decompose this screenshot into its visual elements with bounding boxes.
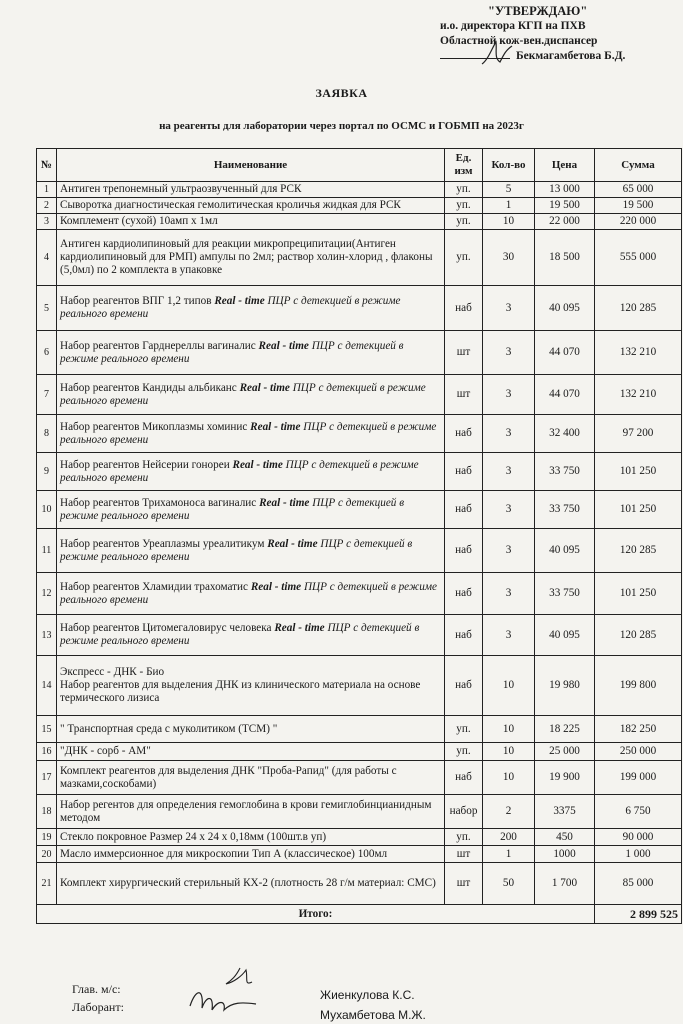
cell-qty: 1: [483, 198, 535, 214]
cell-name: [57, 453, 445, 491]
table-row: [37, 615, 682, 656]
director-signature-icon: [478, 40, 518, 68]
cell-num: 19: [37, 829, 57, 846]
cell-name: [57, 286, 445, 331]
cell-qty: 30: [483, 230, 535, 286]
cell-name-text: Набор реагентов Кандиды альбиканс: [60, 381, 237, 394]
table-row: [37, 795, 682, 829]
cell-name-realtime: Real - time: [259, 496, 310, 509]
cell-sum: 65 000: [595, 182, 682, 198]
cell-name: Комплект хирургический стерильный КХ-2 (плотность 28 г/м материал: СМС): [57, 863, 445, 905]
cell-sum: 120 285: [595, 529, 682, 573]
cell-qty: 3: [483, 375, 535, 415]
cell-unit: наб: [445, 415, 483, 453]
cell-price: 32 400: [535, 415, 595, 453]
cell-unit: уп.: [445, 214, 483, 230]
cell-price: 19 980: [535, 656, 595, 716]
cell-num: 3: [37, 214, 57, 230]
cell-price: 18 225: [535, 716, 595, 743]
table-row: [37, 863, 682, 905]
table-body: [37, 182, 682, 924]
cell-num: 11: [37, 529, 57, 573]
cell-price: 19 900: [535, 761, 595, 795]
cell-name-detection: ПЦР с детекцией в режиме реального времени: [60, 537, 413, 563]
cell-name: Набор регентов для определения гемоглобина в крови гемиглобинцианидным методом: [57, 795, 445, 829]
document-subtitle: на реагенты для лаборатории через портал по ОСМС и ГОБМП на 2023г: [159, 120, 524, 132]
cell-unit: уп.: [445, 182, 483, 198]
approval-line-2: Областной кож-вен.диспансер: [440, 35, 598, 47]
cell-name-realtime: Real - time: [250, 420, 301, 433]
cell-num: 16: [37, 743, 57, 761]
cell-sum: 6 750: [595, 795, 682, 829]
reagents-table: [36, 148, 682, 924]
cell-price: 33 750: [535, 491, 595, 529]
cell-qty: 5: [483, 182, 535, 198]
total-row: [37, 905, 682, 924]
cell-num: 7: [37, 375, 57, 415]
cell-name: [57, 491, 445, 529]
total-value: 2 899 525: [595, 905, 682, 924]
header-unit: Ед. изм: [445, 149, 483, 182]
table-row: [37, 829, 682, 846]
table-row: [37, 415, 682, 453]
cell-name-text: Набор реагентов ВПГ 1,2 типов: [60, 295, 212, 307]
cell-name-realtime: Real - time: [250, 580, 302, 593]
cell-sum: 1 000: [595, 846, 682, 863]
approval-block: [440, 4, 680, 64]
cell-name-realtime: Real - time: [239, 381, 290, 394]
cell-qty: 50: [483, 863, 535, 905]
cell-sum: 120 285: [595, 615, 682, 656]
lab-assistant-label: Лаборант:: [72, 1000, 124, 1014]
cell-name-text: Набор реагентов Микоплазмы хоминис: [60, 420, 248, 433]
cell-unit: наб: [445, 453, 483, 491]
cell-name-text: Набор реагентов Уреаплазмы уреалитикум: [60, 537, 265, 550]
cell-name: [57, 573, 445, 615]
cell-name: [57, 415, 445, 453]
cell-name: "ДНК - сорб - АМ": [57, 743, 445, 761]
cell-name-realtime: Real - time: [258, 339, 309, 352]
cell-price: 44 070: [535, 331, 595, 375]
cell-qty: 10: [483, 716, 535, 743]
table-row: [37, 182, 682, 198]
cell-unit: шт: [445, 863, 483, 905]
header-sum: Сумма: [595, 149, 682, 182]
cell-sum: 101 250: [595, 491, 682, 529]
cell-unit: шт: [445, 375, 483, 415]
cell-name: Антиген трепонемный ультраозвученный для РСК: [57, 182, 445, 198]
table-row: [37, 846, 682, 863]
cell-num: 1: [37, 182, 57, 198]
cell-price: 33 750: [535, 453, 595, 491]
cell-name-text: Набор реагентов Цитомегаловирус человека: [60, 622, 272, 634]
cell-name: [57, 331, 445, 375]
cell-num: 2: [37, 198, 57, 214]
cell-name-detection: ПЦР с детекцией в режиме реального времени: [60, 295, 401, 320]
cell-price: 44 070: [535, 375, 595, 415]
cell-qty: 200: [483, 829, 535, 846]
approval-line-3: Бекмагамбетова Б.Д.: [516, 50, 626, 62]
cell-sum: 101 250: [595, 573, 682, 615]
cell-num: 6: [37, 331, 57, 375]
table-row: [37, 529, 682, 573]
cell-num: 14: [37, 656, 57, 716]
cell-num: 15: [37, 716, 57, 743]
cell-unit: наб: [445, 656, 483, 716]
cell-sum: 97 200: [595, 415, 682, 453]
cell-price: 40 095: [535, 529, 595, 573]
cell-num: 18: [37, 795, 57, 829]
cell-sum: 132 210: [595, 331, 682, 375]
cell-qty: 10: [483, 656, 535, 716]
cell-qty: 3: [483, 415, 535, 453]
cell-price: 25 000: [535, 743, 595, 761]
table-row: [37, 491, 682, 529]
cell-name: Экспресс - ДНК - Био Набор реагентов для выделения ДНК из клинического материала на основе термического лизиса: [57, 656, 445, 716]
cell-qty: 10: [483, 761, 535, 795]
cell-sum: 132 210: [595, 375, 682, 415]
cell-price: 18 500: [535, 230, 595, 286]
cell-price: 40 095: [535, 615, 595, 656]
cell-price: 33 750: [535, 573, 595, 615]
cell-num: 5: [37, 286, 57, 331]
cell-price: 13 000: [535, 182, 595, 198]
table-row: [37, 286, 682, 331]
cell-unit: набор: [445, 795, 483, 829]
cell-num: 9: [37, 453, 57, 491]
table-row: [37, 743, 682, 761]
cell-name-realtime: Real - time: [232, 458, 283, 471]
cell-sum: 199 000: [595, 761, 682, 795]
table-row: [37, 453, 682, 491]
cell-num: 4: [37, 230, 57, 286]
table-row: [37, 761, 682, 795]
cell-sum: 120 285: [595, 286, 682, 331]
cell-sum: 19 500: [595, 198, 682, 214]
cell-name-detection: ПЦР с детекцией в режиме реального времени: [60, 580, 437, 606]
cell-name: [57, 375, 445, 415]
cell-unit: уп.: [445, 716, 483, 743]
table-row: [37, 656, 682, 716]
cell-name: Антиген кардиолипиновый для реакции микропреципитации(Антиген кардиолипиновый для РМП) ампулы по 2мл; раствор холин-хлорид , флаконы (5,0мл) по 2 комплекта в упаковке: [57, 230, 445, 286]
cell-qty: 3: [483, 286, 535, 331]
cell-num: 12: [37, 573, 57, 615]
cell-num: 13: [37, 615, 57, 656]
approval-line-1: и.о. директора КГП на ПХВ: [440, 20, 586, 32]
document-title: ЗАЯВКА: [315, 86, 368, 100]
header-num: №: [37, 149, 57, 182]
cell-unit: уп.: [445, 743, 483, 761]
cell-name: " Транспортная среда с муколитиком (ТСМ) ": [57, 716, 445, 743]
cell-num: 20: [37, 846, 57, 863]
cell-name-detection: ПЦР с детекцией в режиме реального времени: [60, 420, 437, 446]
header-price: Цена: [535, 149, 595, 182]
signatures-icon: [186, 966, 286, 1022]
cell-name-realtime: Real - time: [274, 622, 325, 634]
cell-qty: 3: [483, 331, 535, 375]
cell-unit: наб: [445, 761, 483, 795]
cell-price: 19 500: [535, 198, 595, 214]
cell-name-detection: ПЦР с детекцией в режиме реального времени: [60, 381, 426, 407]
cell-unit: шт: [445, 331, 483, 375]
cell-name-text: Набор реагентов Гарднереллы вагиналис: [60, 339, 256, 352]
head-nurse-label: Глав. м/с:: [72, 982, 121, 996]
cell-price: 22 000: [535, 214, 595, 230]
cell-name-realtime: Real - time: [214, 295, 265, 307]
cell-num: 17: [37, 761, 57, 795]
lab-assistant-name: Мухамбетова М.Ж.: [320, 1008, 426, 1022]
cell-name: [57, 529, 445, 573]
cell-price: 40 095: [535, 286, 595, 331]
table-row: [37, 331, 682, 375]
approval-heading: "УТВЕРЖДАЮ": [488, 4, 588, 18]
footer: [0, 980, 683, 1024]
cell-qty: 10: [483, 743, 535, 761]
cell-unit: уп.: [445, 198, 483, 214]
cell-unit: уп.: [445, 230, 483, 286]
cell-name-detection: ПЦР с детекцией в режиме реального времени: [60, 458, 419, 484]
cell-qty: 2: [483, 795, 535, 829]
total-label: Итого:: [37, 905, 595, 924]
cell-name-detection: ПЦР с детекцией в режиме реального времени: [60, 339, 404, 365]
header-qty: Кол-во: [483, 149, 535, 182]
cell-sum: 182 250: [595, 716, 682, 743]
cell-num: 21: [37, 863, 57, 905]
cell-unit: наб: [445, 615, 483, 656]
cell-name-detection: ПЦР с детекцией в режиме реального времени: [60, 496, 405, 522]
cell-num: 10: [37, 491, 57, 529]
cell-sum: 101 250: [595, 453, 682, 491]
cell-name-text: Набор реагентов Нейсерии гонореи: [60, 458, 230, 471]
cell-qty: 3: [483, 573, 535, 615]
cell-price: 450: [535, 829, 595, 846]
table-row: [37, 716, 682, 743]
table-row: [37, 198, 682, 214]
cell-unit: уп.: [445, 829, 483, 846]
cell-unit: шт: [445, 846, 483, 863]
cell-name-detection: ПЦР с детекцией в режиме реального времени: [60, 622, 420, 647]
cell-name: Комплемент (сухой) 10амп х 1мл: [57, 214, 445, 230]
cell-name: Масло иммерсионное для микроскопии Тип А (классическое) 100мл: [57, 846, 445, 863]
cell-name: Сыворотка диагностическая гемолитическая кроличья жидкая для РСК: [57, 198, 445, 214]
cell-qty: 10: [483, 214, 535, 230]
cell-unit: наб: [445, 491, 483, 529]
cell-qty: 3: [483, 529, 535, 573]
table-row: [37, 375, 682, 415]
cell-sum: 90 000: [595, 829, 682, 846]
table-header-row: [37, 149, 682, 182]
cell-unit: наб: [445, 286, 483, 331]
cell-name-text: Набор реагентов Хламидии трахоматис: [60, 580, 249, 593]
cell-qty: 1: [483, 846, 535, 863]
cell-unit: наб: [445, 529, 483, 573]
table-row: [37, 230, 682, 286]
cell-sum: 85 000: [595, 863, 682, 905]
table-row: [37, 214, 682, 230]
cell-name-text: Набор реагентов Трихамоноса вагиналис: [60, 496, 257, 509]
header-name: Наименование: [57, 149, 445, 182]
cell-qty: 3: [483, 491, 535, 529]
cell-num: 8: [37, 415, 57, 453]
cell-name: Комплект реагентов для выделения ДНК "Проба-Рапид" (для работы с мазками,соскобами): [57, 761, 445, 795]
cell-name-realtime: Real - time: [267, 537, 318, 550]
cell-qty: 3: [483, 453, 535, 491]
cell-price: 1 700: [535, 863, 595, 905]
cell-sum: 555 000: [595, 230, 682, 286]
cell-name: Стекло покровное Размер 24 х 24 х 0,18мм (100шт.в уп): [57, 829, 445, 846]
cell-sum: 220 000: [595, 214, 682, 230]
cell-price: 1000: [535, 846, 595, 863]
cell-name: [57, 615, 445, 656]
head-nurse-name: Жиенкулова К.С.: [320, 988, 415, 1002]
cell-unit: наб: [445, 573, 483, 615]
cell-price: 3375: [535, 795, 595, 829]
cell-sum: 250 000: [595, 743, 682, 761]
cell-qty: 3: [483, 615, 535, 656]
cell-sum: 199 800: [595, 656, 682, 716]
table-row: [37, 573, 682, 615]
